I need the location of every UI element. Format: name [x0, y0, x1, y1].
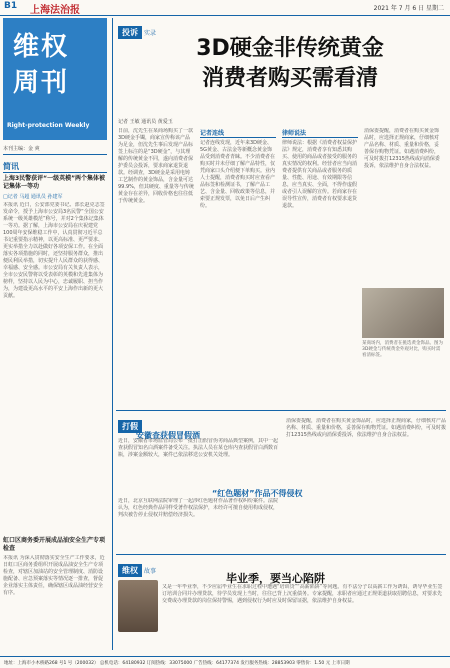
story-title-red[interactable]: “红色题材”作品不得侵权 [212, 489, 303, 498]
essay-title[interactable]: 毕业季，要当心陷阱 [226, 572, 325, 585]
masthead [0, 0, 450, 16]
column-divider [112, 18, 113, 650]
headline[interactable] [140, 34, 440, 94]
article-photo [362, 288, 444, 338]
section-divider-2 [116, 554, 446, 555]
tag-story-label: 维权 [118, 564, 142, 577]
story-body-right: 消保委提醒，消费者在购买黄金饰品时，应选择正规商家，仔细核对产品名称、材质、重量和价格，妥善保存购物凭证。如遇消费纠纷，可及时拨打12315热线或向消保委投诉，依法维护自身合法权益。 [286, 418, 446, 438]
tag-label: 投诉 [118, 26, 142, 39]
headline-line-1: 3D硬金非传统黄金 [196, 36, 384, 61]
brief-title-2[interactable]: 虹口区商务委开展成品油安全生产专项检查 [3, 537, 106, 552]
footer-info: 地址：上海市小木桥路268 号1 号（200032） 总机电话：64180932 订阅热线：33075000 广告热线：64177374 发行服务热线：28853903 零售价：1.50 元 上市日期 [0, 656, 450, 668]
col-1-text: 日前，沈先生在某商场购买了一款3D硬金手镯，商家宣传称该产品为足金，但沈先生事后发现产品标签上标注的是“3D硬金”，与其理解的传统黄金不同，遂向消费者保护委员会投诉，要求商家退货退款。经调查，3D硬金是采用电铸工艺制作的黄金饰品，含金量可达99.9%，但其硬度、重量等与传统黄金存在差异，回收价格也往往低于传统黄金。 [118, 128, 194, 204]
banner-title-2: 周刊 [13, 68, 70, 98]
section-divider-1 [116, 410, 446, 411]
headline-line-2: 消费者购买需看清 [201, 66, 378, 91]
main-content [116, 18, 446, 654]
col-4-text: 消保委提醒，消费者在购买黄金饰品时，应选择正规商家，仔细核对产品名称、材质、重量和价格，妥善保存购物凭证。如遇消费纠纷，可及时拨打12315热线或向消保委投诉，依法维护自身合法权益。 [364, 128, 440, 169]
article-col-3 [282, 128, 358, 408]
paper-name: 上海法治报 [30, 5, 80, 16]
banner-title-1: 维权 [13, 32, 70, 62]
subhead-lawyer: 律师说法 [282, 130, 358, 138]
col-3-text: 律师说法：根据《消费者权益保护法》规定，消费者享有知悉其购买、使用的商品或者接受的服务的真实情况的权利。经营者应当向消费者提供有关商品或者服务的质量、性能、用途、有效期限等信息，应当真实、全面，不得作虚假或者引人误解的宣传。若商家存在误导性宣传，消费者有权要求退货退款。 [282, 140, 358, 209]
brief-body-2: 本报讯 为深入贯彻落实安全生产工作要求，近日虹口区商务委组织开展成品油安全生产专项检查，对辖区加油站的安全管理制度、消防设施配备、应急预案落实等情况逐一排查，督促企业落实主体责任，确保辖区成品油经营安全有序。 [3, 555, 105, 596]
story-title-anhui[interactable]: 安徽查获假冒假酒 [136, 431, 200, 440]
essay-body: 又是一年毕业季，不少应届毕业生在求职过程中遭遇“培训贷”“高薪陷阱”等问题。有不法分子以高薪工作为诱饵，诱导毕业生签订培训合同并办理贷款，待学员发现上当时，往往已背上沉重债务。专家提醒，求职者应通过正规渠道获取招聘信息，对要求先交费或办理贷款的岗位保持警惕，遇到侵权行为时应及时保留证据，依法维护自身权益。 [162, 584, 443, 604]
section-banner [3, 18, 107, 140]
left-column [0, 18, 110, 654]
briefs-heading: 简讯 [3, 161, 107, 173]
brief-body-1: 本报讯 近日，公安部党委书记、部长赵克志签发命令，授予上海市公安局3名民警“全国公安系统一级英雄模范”称号，并对2个集体记集体一等功。据了解，上海市公安局在庆祝建党100周年安保维稳工作中，认真贯彻习近平总书记重要指示精神，以更高标准、更严要求、更实举措全力以赴做好各项安保工作。在全面落实各项措施的同时，还坚持服务群众，推出便民利民举措，切实提升人民群众的获得感、幸福感、安全感。市公安局有关负责人表示，全市公安民警将以受表彰的英模和先进集体为榜样，坚持以人民为中心，忠诚履职、担当作为，为建设更高水平的平安上海作出新的更大贡献。 [3, 202, 105, 299]
article-columns [118, 128, 446, 408]
story-body-red: 近日，北京互联网法院审理了一起涉红色题材作品著作权纠纷案件。法院认为，红色经典作品同样受著作权法保护，未经许可擅自使用构成侵权，判决被告停止侵权并赔偿经济损失。 [118, 498, 278, 518]
brief-source-1: □记者 马超 通讯员 孙建军 [3, 194, 63, 200]
story-body-anhui: 近日，安徽省市场监管局公布一批打击假冒伪劣商品典型案例，其中一起查获假冒知名白酒案件备受关注。执法人员在某仓库内查获假冒白酒数百瓶，涉案金额较大，案件已依法移送公安机关处理。 [118, 438, 278, 458]
author-portrait [118, 580, 158, 632]
issue-date: 2021 年 7 月 6 日 星期二 [373, 5, 444, 12]
tag-sub-label: 实录 [144, 30, 157, 37]
col-2-text: 记者连线发现，近年来3D硬金、5G黄金、古法金等新概念黄金饰品受到消费者青睐。不少消费者在购买时并未仔细了解产品特性，仅凭商家口头介绍便下单购买。业内人士提醒，消费者购买时应查看产品标签和检测证书，了解产品工艺、含金量、回收政策等信息，并索要正规发票，以免日后产生纠纷。 [200, 140, 276, 209]
byline: 记者 王敏 通讯员 黄爱玉 [118, 119, 173, 125]
banner-english: Right-protection Weekly [7, 122, 90, 129]
editor-credit: 本刊主编：金 爽 [3, 143, 107, 155]
page-number: B1 [4, 1, 18, 11]
article-col-2 [200, 128, 276, 408]
section-tag-story [118, 558, 156, 577]
photo-caption: 某商场内，消费者在挑选黄金饰品。图为3D硬金与传统黄金外观对比，购买时需看清标签。 [362, 341, 443, 358]
subhead-reporter: 记者连线 [200, 130, 276, 138]
article-col-1 [118, 128, 194, 408]
tag-story-sub: 故事 [144, 568, 157, 575]
brief-title-1[interactable]: 上海3民警获评“一级英模”两个集体被记集体一等功 [3, 175, 106, 190]
article-col-4 [364, 128, 440, 278]
tag-fake-label: 打假 [118, 420, 142, 433]
